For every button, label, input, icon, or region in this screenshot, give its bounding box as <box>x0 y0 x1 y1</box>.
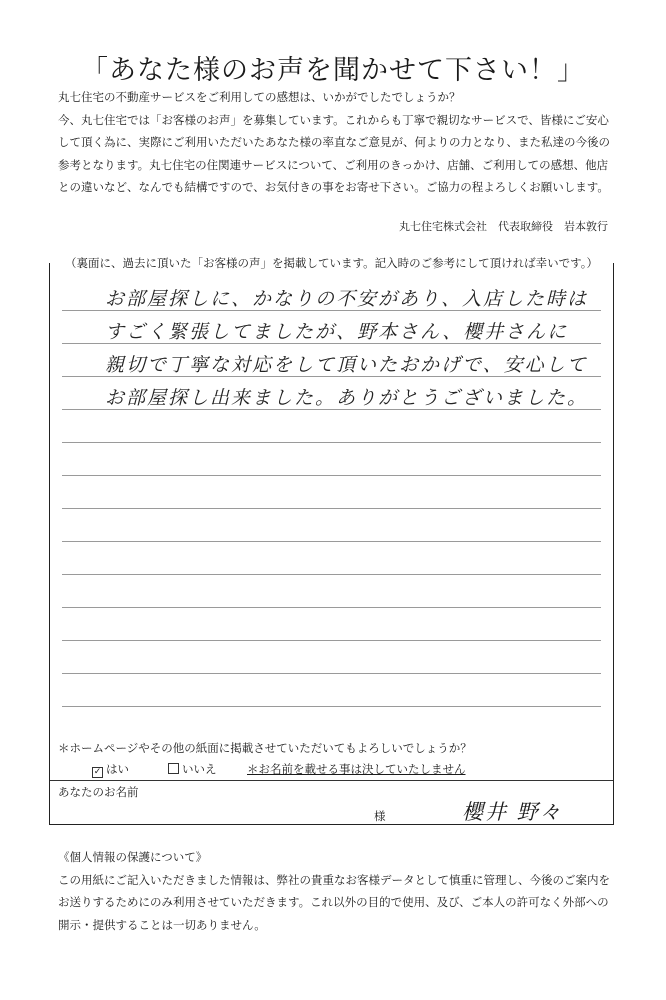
intro-line: して頂く為に、実際にご利用いただいたあなた様の率直なご意見が、何よりの力となり、また私達の今後の <box>58 135 610 149</box>
honorific: 様 <box>374 809 386 823</box>
intro-line: との違いなど、なんでも結構ですので、お気付きの事をお寄せ下さい。ご協力の程よろしくお願いします。 <box>58 180 609 194</box>
handwritten-line: お部屋探しに、かなりの不安があり、入店した時は <box>105 288 589 310</box>
signer: 丸七住宅株式会社 代表取締役 岩本敦行 <box>399 220 608 233</box>
ruled-line <box>62 508 601 509</box>
form-note: （裏面に、過去に頂いた「お客様の声」を掲載しています。記入時のご参考にして頂ければ幸いです。） <box>50 255 613 271</box>
option-yes[interactable] <box>92 761 129 777</box>
ruled-line <box>62 607 601 608</box>
intro-text <box>58 86 618 199</box>
ruled-line <box>62 673 601 674</box>
checkbox-checked-icon[interactable]: ✓ <box>93 767 102 777</box>
privacy-line: 開示・提供することは一切ありません。 <box>58 917 266 932</box>
ruled-line <box>62 541 601 542</box>
intro-line: 丸七住宅の不動産サービスをご利用しての感想は、いかがでしたでしょうか？ <box>58 90 461 104</box>
privacy-line: お送りするためにのみ利用させていただきます。これ以外の目的で使用、及び、ご本人の許可なく外部への <box>58 895 609 909</box>
option-no[interactable] <box>168 761 217 777</box>
name-note: ＊お名前を載せる事は決していたしません <box>247 762 466 776</box>
option-yes-label: はい <box>106 762 129 776</box>
checkbox-icon[interactable] <box>168 763 179 774</box>
ruled-line <box>62 640 601 641</box>
feedback-form <box>49 256 614 825</box>
privacy-section <box>58 846 628 936</box>
intro-line: 今、丸七住宅では「お客様のお声」を募集しています。これからも丁寧で親切なサービスで、皆様にご安心 <box>58 112 609 127</box>
page-title: 「あなた様のお声を聞かせて下さい！」 <box>81 55 585 86</box>
ruled-line <box>62 442 601 443</box>
handwritten-line: お部屋探し出来ました。ありがとうございました。 <box>105 387 589 409</box>
signature: 櫻井 野々 <box>462 800 563 824</box>
ruled-line <box>62 475 601 476</box>
handwritten-line: すごく緊張してましたが、野本さん、櫻井さんに <box>105 321 569 343</box>
handwritten-line: 親切で丁寧な対応をして頂いたおかげで、安心して <box>105 354 588 376</box>
privacy-heading: 《個人情報の保護について》 <box>58 850 208 864</box>
divider <box>50 780 613 781</box>
ruled-line <box>62 574 601 575</box>
option-no-label: いいえ <box>182 762 217 776</box>
name-label: あなたのお名前 <box>58 785 139 799</box>
privacy-line: この用紙にご記入いただきました情報は、弊社の貴重なお客様データとして慎重に管理し、今後のご案内を <box>58 872 610 887</box>
ruled-line <box>62 706 601 707</box>
intro-line: 参考となります。丸七住宅の住関連サービスについて、ご利用のきっかけ、店舗、ご利用しての感想、他店 <box>58 157 609 172</box>
permission-question: ＊ホームページやその他の紙面に掲載させていただいてもよろしいでしょうか？ <box>58 741 472 755</box>
